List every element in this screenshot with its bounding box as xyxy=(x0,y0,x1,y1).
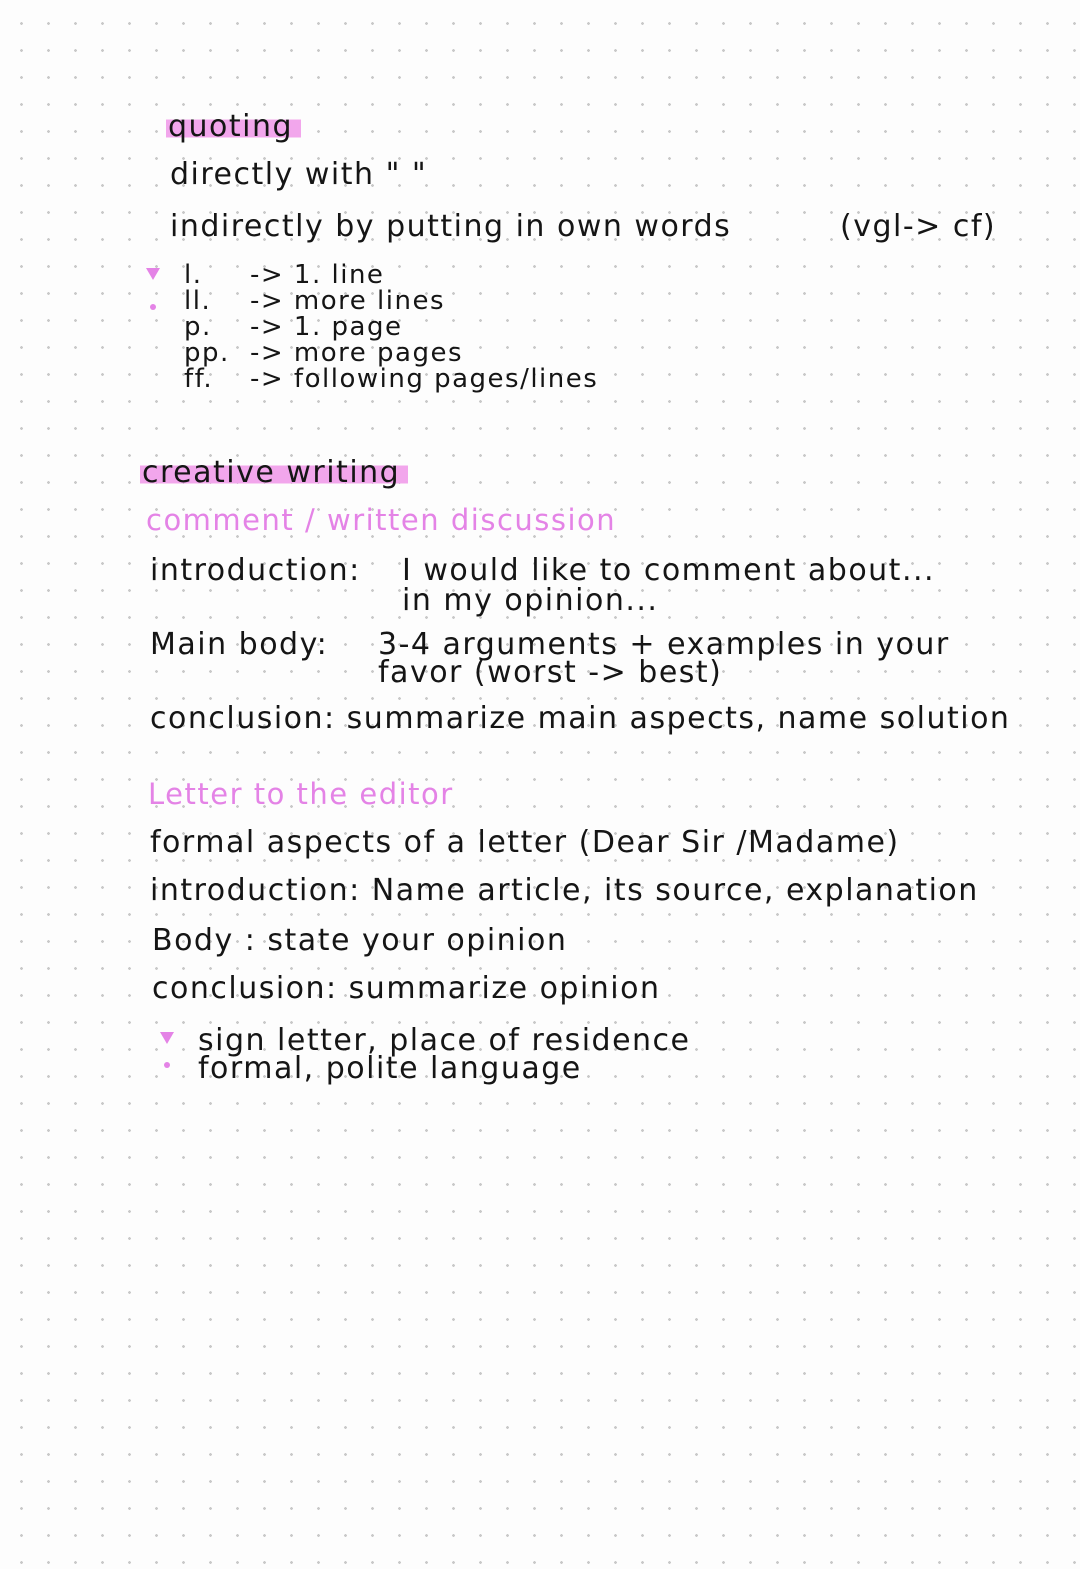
creative-intro-line2: in my opinion... xyxy=(402,583,659,618)
creative-intro-label: introduction: xyxy=(150,553,361,588)
letter-title: Letter to the editor xyxy=(148,777,454,811)
creative-heading xyxy=(140,455,408,490)
abbr-p-meaning: -> 1. page xyxy=(250,312,403,342)
letter-introduction: introduction: Name article, its source, explanation xyxy=(150,873,979,908)
abbr-l-meaning: -> 1. line xyxy=(250,260,385,290)
quoting-direct: directly with " " xyxy=(170,157,428,192)
creative-body-label: Main body: xyxy=(150,627,329,662)
abbr-ff-meaning: -> following pages/lines xyxy=(250,364,599,394)
creative-intro-line1: I would like to comment about... xyxy=(402,553,936,588)
creative-body-line2: favor (worst -> best) xyxy=(378,655,723,690)
creative-subtitle: comment / written discussion xyxy=(146,503,617,537)
pink-bullet-icon xyxy=(164,1062,170,1068)
creative-title: creative writing xyxy=(140,455,408,490)
abbr-p: p. xyxy=(184,312,212,342)
pink-triangle-icon xyxy=(160,1032,174,1044)
abbr-l: l. xyxy=(184,260,203,290)
creative-body-line1: 3-4 arguments + examples in your xyxy=(378,627,950,662)
letter-conclusion: conclusion: summarize opinion xyxy=(152,971,661,1006)
letter-note-1: sign letter, place of residence xyxy=(198,1023,691,1058)
abbr-pp: pp. xyxy=(184,338,230,368)
quoting-title: quoting xyxy=(166,109,301,144)
quoting-vgl: (vgl-> cf) xyxy=(840,209,997,244)
abbr-ll: ll. xyxy=(184,286,212,316)
letter-formal: formal aspects of a letter (Dear Sir /Madame) xyxy=(150,825,900,860)
letter-note-2: formal, polite language xyxy=(198,1051,582,1086)
creative-conclusion: conclusion: summarize main aspects, name solution xyxy=(150,701,1011,736)
quoting-indirect: indirectly by putting in own words xyxy=(170,209,732,244)
abbr-ll-meaning: -> more lines xyxy=(250,286,446,316)
pink-triangle-icon xyxy=(146,268,160,280)
abbr-ff: ff. xyxy=(184,364,214,394)
quoting-heading xyxy=(166,109,301,144)
letter-body: Body : state your opinion xyxy=(152,923,568,958)
pink-bullet-icon xyxy=(150,304,156,310)
abbr-pp-meaning: -> more pages xyxy=(250,338,464,368)
